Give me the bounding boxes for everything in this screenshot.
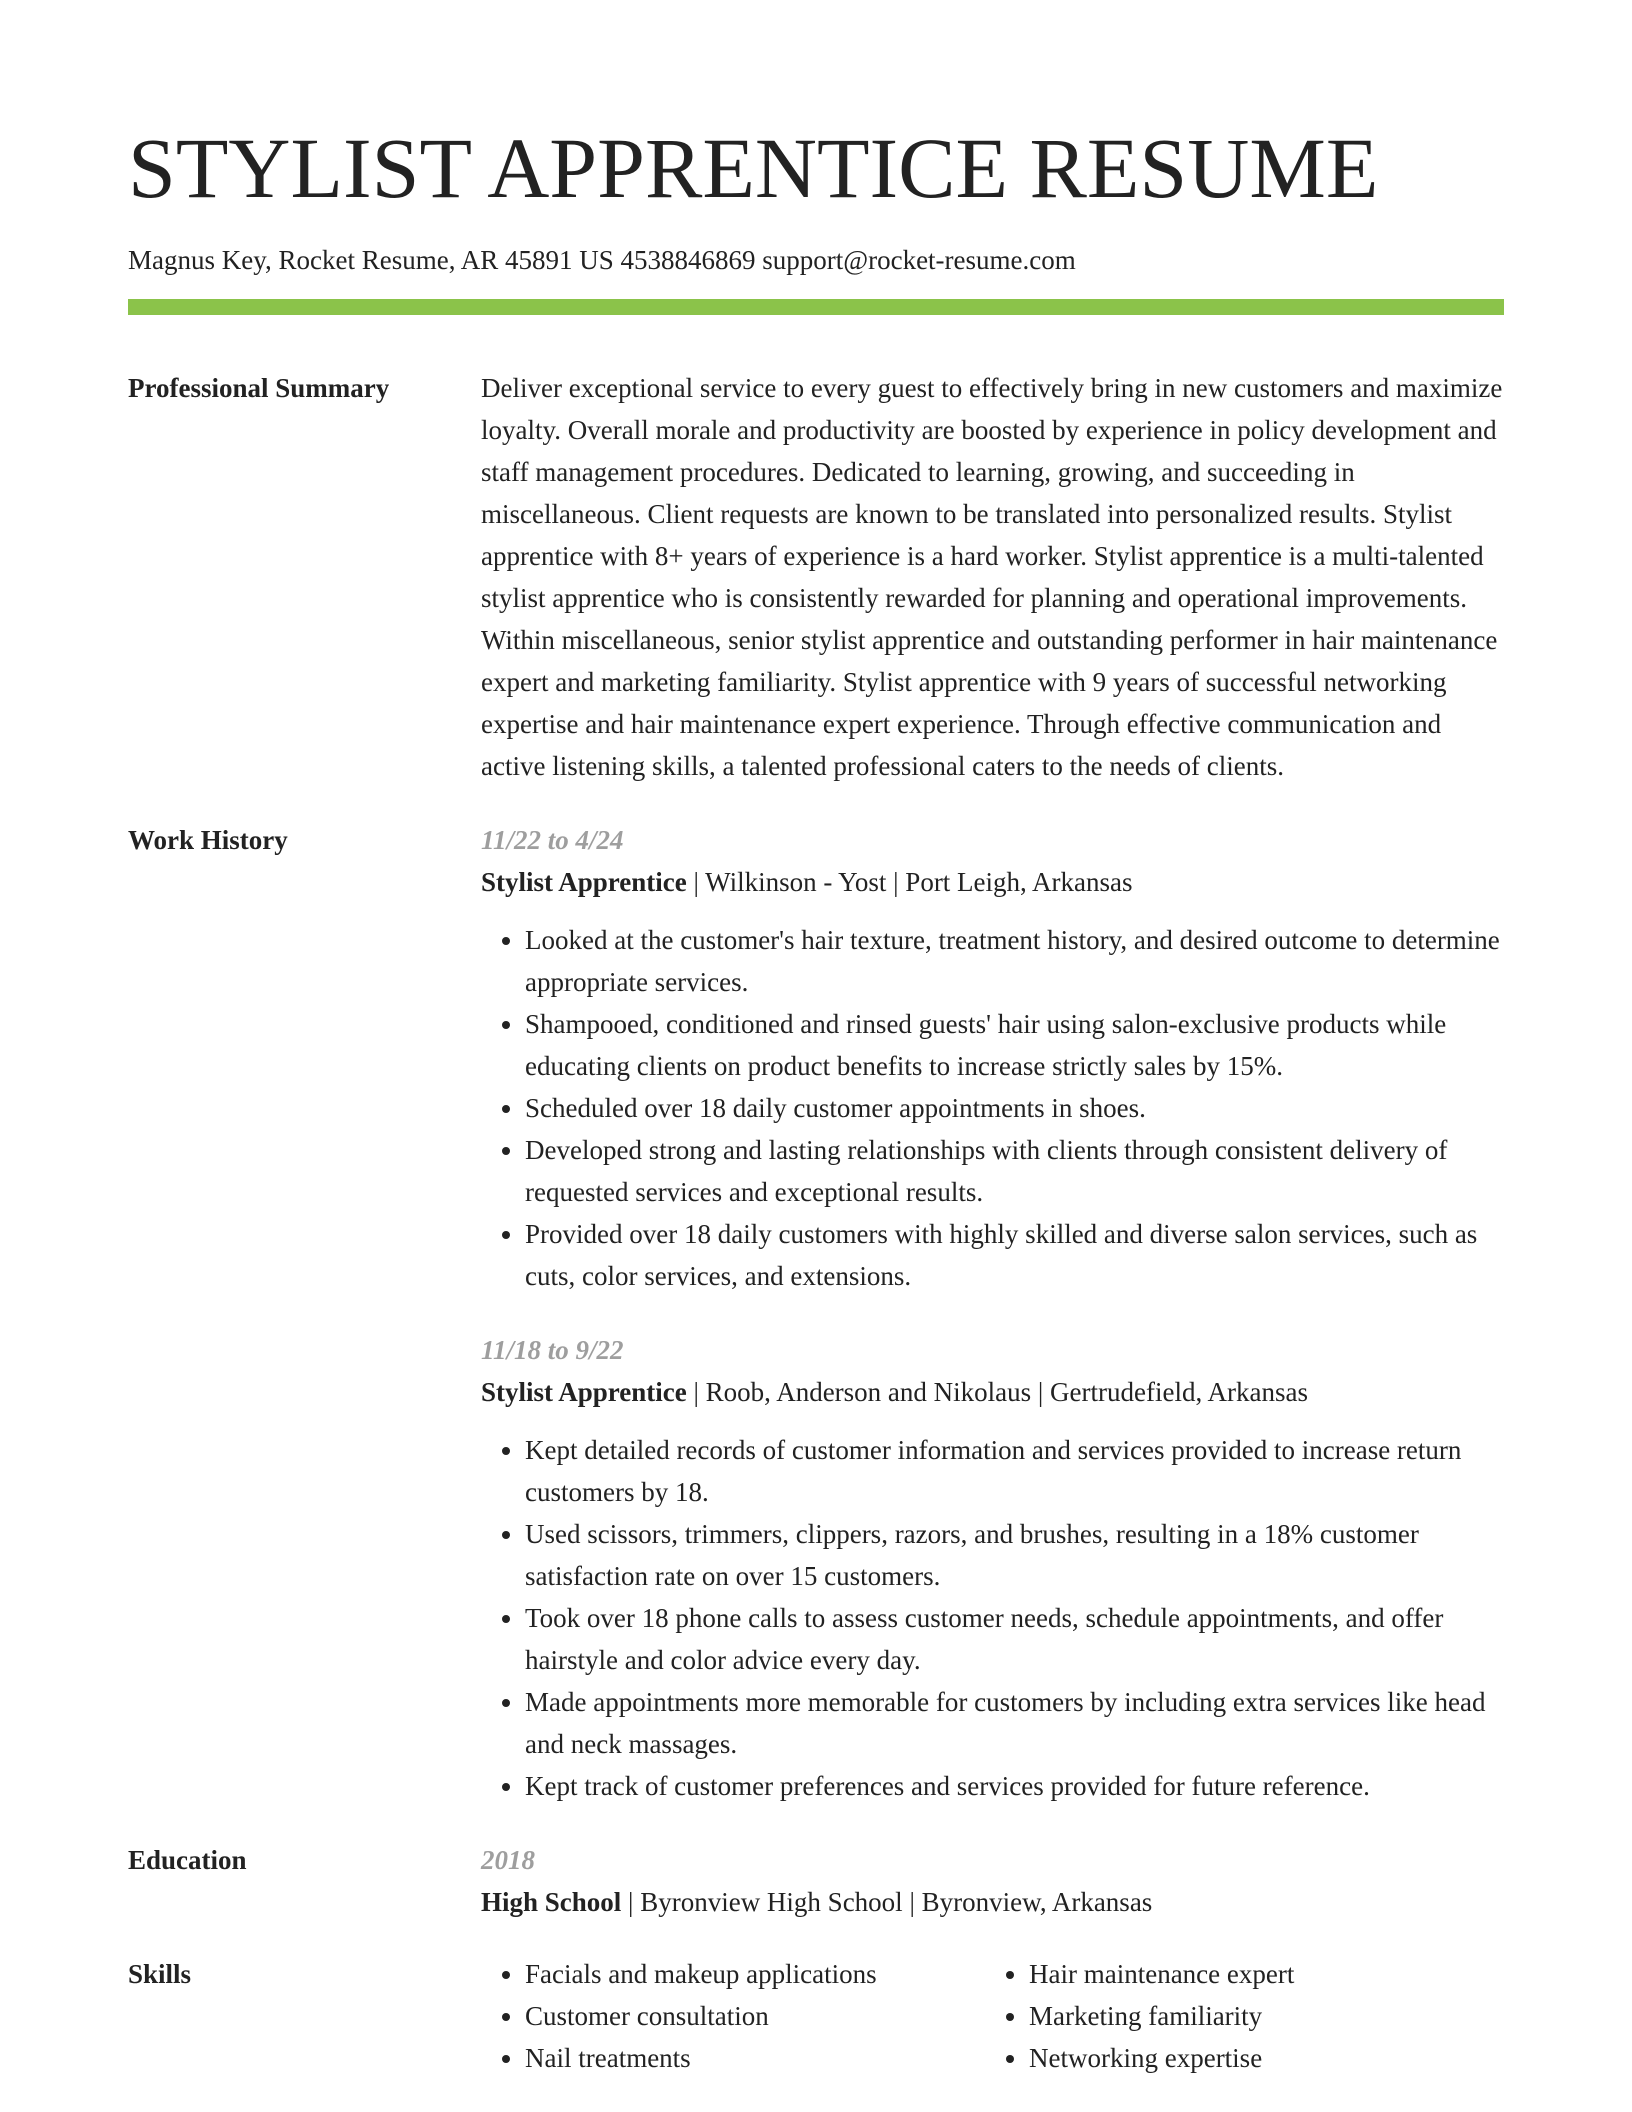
skills-content — [481, 1953, 1504, 2079]
job-bullet: • Looked at the customer's hair texture, treatment history, and desired outcome to determine appropriate services. — [525, 919, 1504, 1003]
education-heading — [481, 1881, 1504, 1923]
contact-line: Magnus Key, Rocket Resume, AR 45891 US 4538846869 support@rocket-resume.com — [128, 245, 1076, 275]
job-heading — [481, 861, 1504, 903]
job-bullet: • Shampooed, conditioned and rinsed guests' hair using salon-exclusive products while educating clients on product benefits to increase strictly sales by 15%. — [525, 1003, 1504, 1087]
job-bullet: • Kept detailed records of customer information and services provided to increase return customers by 18. — [525, 1429, 1504, 1513]
job-bullet: • Took over 18 phone calls to assess customer needs, schedule appointments, and offer hairstyle and color advice every day. — [525, 1597, 1504, 1681]
skills-column-right — [985, 1953, 1489, 2079]
work-history-section — [128, 819, 1504, 1807]
job-title: Stylist Apprentice — [481, 867, 687, 897]
job-bullet: • Kept track of customer preferences and services provided for future reference. — [525, 1765, 1504, 1807]
education-label: Education — [128, 1845, 247, 1875]
job-dates: 11/22 to 4/24 — [481, 825, 624, 855]
summary-label: Professional Summary — [128, 373, 390, 403]
job-entry — [481, 819, 1504, 1297]
job-title: Stylist Apprentice — [481, 1377, 687, 1407]
skills-section — [128, 1953, 1504, 2079]
job-dates: 11/18 to 9/22 — [481, 1335, 624, 1365]
summary-text: Deliver exceptional service to every guest to effectively bring in new customers and maximize loyalty. Overall morale and productivity are boosted by experience in policy development and staff management procedures. Dedicated to learning, growing, and succeeding in miscellaneous. Client requests are known to be translated into personalized results. Stylist apprentice with 8+ years of experience is a hard worker. Stylist apprentice is a multi-talented stylist apprentice who is consistently rewarded for planning and operational improvements. Within miscellaneous, senior stylist apprentice and outstanding performer in hair maintenance expert and marketing familiarity. Stylist apprentice with 9 years of successful networking expertise and hair maintenance expert experience. Through effective communication and active listening skills, a talented professional caters to the needs of clients. — [481, 373, 1503, 781]
job-bullet: • Made appointments more memorable for customers by including extra services like head and neck massages. — [525, 1681, 1504, 1765]
resume-title: STYLIST APPRENTICE RESUME — [128, 120, 1379, 216]
job-bullet: • Provided over 18 daily customers with highly skilled and diverse salon services, such as cuts, color services, and extensions. — [525, 1213, 1504, 1297]
job-bullet: • Used scissors, trimmers, clippers, razors, and brushes, resulting in a 18% customer satisfaction rate on over 15 customers. — [525, 1513, 1504, 1597]
education-date: 2018 — [481, 1845, 535, 1875]
work-history-label: Work History — [128, 825, 288, 855]
education-section — [128, 1839, 1504, 1923]
job-employer-location: | Roob, Anderson and Nikolaus | Gertrudefield, Arkansas — [686, 1377, 1308, 1407]
job-bullet: • Developed strong and lasting relationships with clients through consistent delivery of requested services and exceptional results. — [525, 1129, 1504, 1213]
education-school-location: | Byronview High School | Byronview, Arkansas — [621, 1887, 1153, 1917]
skill-item: • Customer consultation — [525, 1995, 985, 2037]
skill-item: • Facials and makeup applications — [525, 1953, 985, 1995]
skills-grid — [481, 1953, 1504, 2079]
accent-divider — [128, 299, 1504, 315]
job-heading — [481, 1371, 1504, 1413]
skills-column-left — [481, 1953, 985, 2079]
job-employer-location: | Wilkinson - Yost | Port Leigh, Arkansas — [686, 867, 1133, 897]
skill-item: • Nail treatments — [525, 2037, 985, 2079]
job-bullets — [481, 1429, 1504, 1807]
education-degree: High School — [481, 1887, 622, 1917]
job-entry — [481, 1329, 1504, 1807]
summary-section — [128, 367, 1504, 787]
work-history-content — [481, 819, 1504, 1807]
education-content — [481, 1839, 1504, 1923]
job-bullets — [481, 919, 1504, 1297]
skill-item: • Networking expertise — [1029, 2037, 1489, 2079]
skills-label: Skills — [128, 1959, 192, 1989]
job-bullet: • Scheduled over 18 daily customer appointments in shoes. — [525, 1087, 1504, 1129]
skill-item: • Hair maintenance expert — [1029, 1953, 1489, 1995]
skill-item: • Marketing familiarity — [1029, 1995, 1489, 2037]
